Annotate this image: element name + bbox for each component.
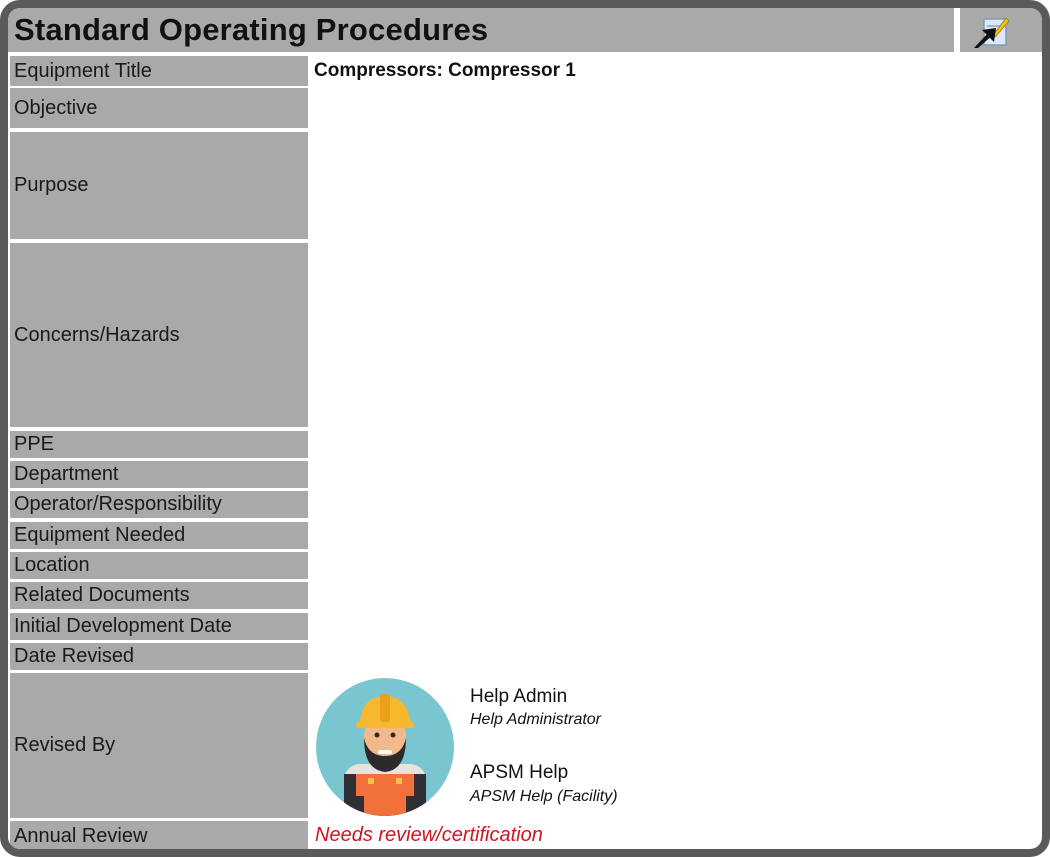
label-department: Department <box>10 461 308 488</box>
label-objective: Objective <box>10 88 308 128</box>
edit-document-icon <box>966 12 1012 52</box>
label-location: Location <box>10 552 308 579</box>
label-date-revised: Date Revised <box>10 643 308 670</box>
label-annual-review: Annual Review <box>10 821 308 851</box>
reviser-name: Help Admin <box>470 686 568 707</box>
label-equipment-title: Equipment Title <box>10 56 308 86</box>
page-title: Standard Operating Procedures <box>14 12 489 47</box>
equipment-title-value: Compressors: Compressor 1 <box>314 60 576 81</box>
label-purpose: Purpose <box>10 132 308 239</box>
label-ppe: PPE <box>10 431 308 458</box>
reviser-role: Help Administrator <box>470 711 602 728</box>
label-revised-by: Revised By <box>10 673 308 818</box>
annual-review-status: Needs review/certification <box>315 824 543 846</box>
label-concerns-hazards: Concerns/Hazards <box>10 243 308 427</box>
label-initial-development-date: Initial Development Date <box>10 613 308 640</box>
header-divider <box>954 8 960 52</box>
label-related-documents: Related Documents <box>10 582 308 609</box>
label-operator-responsibility: Operator/Responsibility <box>10 491 308 518</box>
header-bar <box>8 8 1042 52</box>
worker-avatar-icon <box>316 678 454 816</box>
reviser-name: APSM Help <box>470 762 569 783</box>
edit-button[interactable] <box>966 12 1012 52</box>
reviser-role: APSM Help (Facility) <box>470 788 618 805</box>
label-equipment-needed: Equipment Needed <box>10 522 308 549</box>
